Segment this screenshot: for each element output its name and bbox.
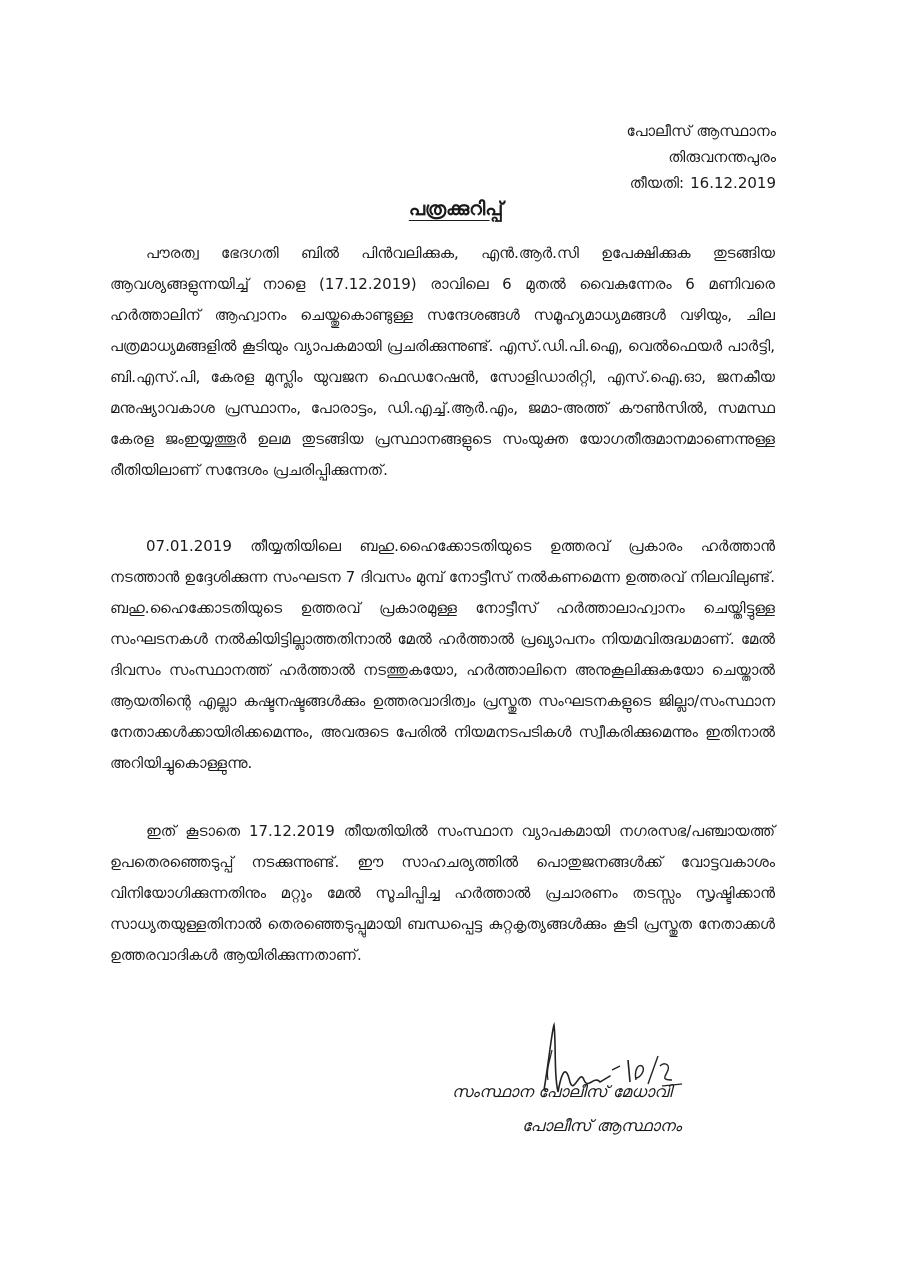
signatory-office: പോലീസ് ആസ്ഥാനം (522, 1116, 682, 1135)
document-title: പത്രക്കുറിപ്പ് (408, 198, 504, 220)
paragraph-1: പൗരത്വ ഭേദഗതി ബിൽ പിൻവലിക്കുക, എൻ.ആർ.സി ഉപേക്ഷിക്കുക തുടങ്ങിയ ആവശ്യങ്ങളുന്നയിച്ച് നാളെ (17.12.2019) രാവിലെ 6 മുതൽ വൈകുന്നേരം 6 മണിവരെ ഹർത്താലിന് ആഹ്വാനം ചെയ്തുകൊണ്ടുള്ള സന്ദേശങ്ങൾ സമൂഹ്യമാധ്യമങ്ങൾ വഴിയും, ചില പത്രമാധ്യമങ്ങളിൽ കൂടിയും വ്യാപകമായി പ്രചരിക്കുന്നുണ്ട്. എസ്.ഡി.പി.ഐ, വെൽഫെയർ പാർട്ടി, ബി.എസ്.പി, കേരള മുസ്ലിം യുവജന ഫെഡറേഷൻ, സോളിഡാരിറ്റി, എസ്.ഐ.ഓ, ജനകീയ മനുഷ്യാവകാശ പ്രസ്ഥാനം, പോരാട്ടം, ഡി.എച്ച്.ആർ.എം, ജമാ-അത്ത് കൗൺസിൽ, സമസ്ഥ കേരള ജംഇയ്യത്തൂർ ഉലമ തുടങ്ങിയ പ്രസ്ഥാനങ്ങളുടെ സംയുക്ത യോഗതീരുമാനമാണെന്നുള്ള രീതിയിലാണ് സന്ദേശം പ്രചരിപ്പിക്കുന്നത്. (110, 244, 775, 479)
date-value: 16.12.2019 (690, 174, 776, 192)
header-city: തിരുവനന്തപുരം (668, 148, 776, 166)
paragraph-2: 07.01.2019 തീയ്യതിയിലെ ബഹു.ഹൈക്കോടതിയുടെ ഉത്തരവ് പ്രകാരം ഹർത്താൻ നടത്താൻ ഉദ്ദേശിക്കുന്ന സംഘടന 7 ദിവസം മുമ്പ് നോട്ടീസ് നൽകണമെന്ന ഉത്തരവ് നിലവിലുണ്ട്. ബഹു.ഹൈക്കോടതിയുടെ ഉത്തരവ് പ്രകാരമുള്ള നോട്ടീസ് ഹർത്താലാഹ്വാനം ചെയ്തിട്ടുള്ള സംഘടനകൾ നൽകിയിട്ടില്ലാത്തതിനാൽ മേൽ ഹർത്താൽ പ്രഖ്യാപനം നിയമവിരുദ്ധമാണ്. മേൽ ദിവസം സംസ്ഥാനത്ത് ഹർത്താൽ നടത്തുകയോ, ഹർത്താലിനെ അനുകൂലിക്കുകയോ ചെയ്താൽ ആയതിന്റെ എല്ലാ കഷ്ടനഷ്ടങ്ങൾക്കും ഉത്തരവാദിത്വം പ്രസ്തുത സംഘടനകളുടെ ജില്ലാ/സംസ്ഥാന നേതാക്കൾക്കായിരിക്കമെന്നും, അവരുടെ പേരിൽ നിയമനടപടികൾ സ്വീകരിക്കുമെന്നും ഇതിനാൽ അറിയിച്ചുകൊള്ളുന്നു. (110, 537, 775, 772)
paragraph-3: ഇത് കൂടാതെ 17.12.2019 തീയതിയിൽ സംസ്ഥാന വ്യാപകമായി നഗരസഭ/പഞ്ചായത്ത് ഉപതെരഞ്ഞെടുപ്പ് നടക്കുന്നുണ്ട്. ഈ സാഹചര്യത്തിൽ പൊതുജനങ്ങൾക്ക് വോട്ടവകാശം വിനിയോഗിക്കുന്നതിനും മറ്റും മേൽ സൂചിപ്പിച്ച ഹർത്താൽ പ്രചാരണം തടസ്സം സൃഷ്ടിക്കാൻ സാധ്യതയുള്ളതിനാൽ തെരഞ്ഞെടുപ്പുമായി ബന്ധപ്പെട്ട കുറ്റകൃത്യങ്ങൾക്കും കൂടി പ്രസ്തുത നേതാക്കൾ ഉത്തരവാദികൾ ആയിരിക്കുന്നതാണ്. (110, 822, 775, 964)
signatory-designation: സംസ്ഥാന പോലീസ് മേധാവി (452, 1082, 672, 1101)
header-office: പോലീസ് ആസ്ഥാനം (626, 122, 776, 140)
header-block (627, 118, 776, 196)
date-label: തീയതി: (629, 174, 685, 192)
signature-block (452, 1020, 782, 1150)
header-date (627, 170, 776, 196)
